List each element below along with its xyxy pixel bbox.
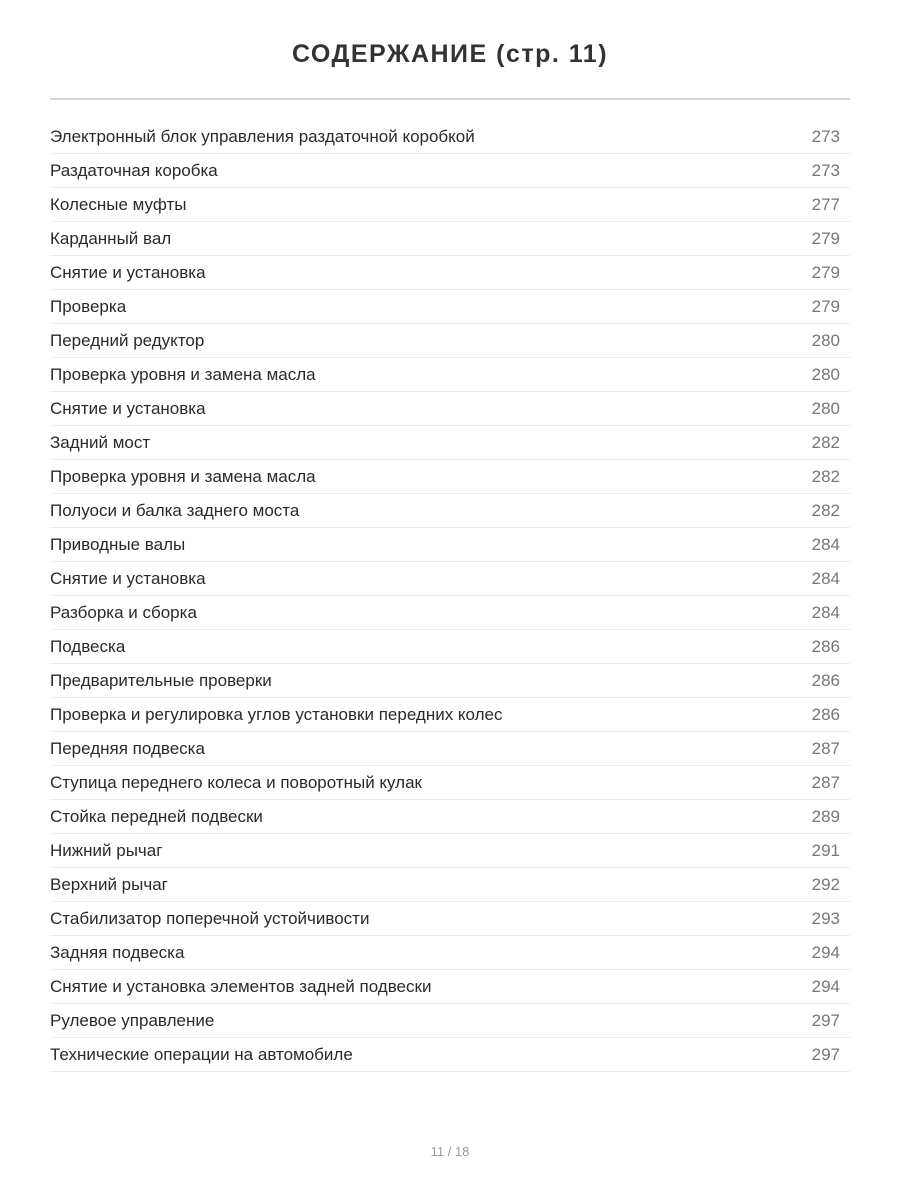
- toc-entry-page-number: 294: [811, 976, 840, 996]
- toc-entry-page-number: 291: [811, 840, 840, 860]
- toc-entry-page-number: 289: [811, 806, 840, 826]
- toc-entry[interactable]: [50, 358, 850, 392]
- toc-entry-title: Электронный блок управления раздаточной коробкой: [50, 126, 475, 146]
- toc-entry-page-number: 279: [811, 262, 840, 282]
- toc-entry[interactable]: [50, 970, 850, 1004]
- table-of-contents: [50, 120, 850, 1072]
- toc-entry[interactable]: [50, 902, 850, 936]
- toc-entry-page-number: 280: [811, 398, 840, 418]
- toc-entry[interactable]: [50, 494, 850, 528]
- toc-entry[interactable]: [50, 154, 850, 188]
- toc-entry[interactable]: [50, 392, 850, 426]
- toc-entry-page-number: 279: [811, 228, 840, 248]
- toc-entry[interactable]: [50, 936, 850, 970]
- toc-entry-page-number: 287: [811, 738, 840, 758]
- toc-entry-title: Проверка уровня и замена масла: [50, 364, 316, 384]
- toc-entry-page-number: 286: [811, 670, 840, 690]
- toc-entry[interactable]: [50, 732, 850, 766]
- toc-entry[interactable]: [50, 800, 850, 834]
- toc-entry-page-number: 284: [811, 568, 840, 588]
- toc-entry-page-number: 279: [811, 296, 840, 316]
- toc-entry-page-number: 286: [811, 636, 840, 656]
- toc-entry[interactable]: [50, 1038, 850, 1072]
- toc-entry[interactable]: [50, 188, 850, 222]
- toc-entry-title: Стойка передней подвески: [50, 806, 263, 826]
- toc-entry[interactable]: [50, 256, 850, 290]
- toc-entry-title: Разборка и сборка: [50, 602, 197, 622]
- toc-entry-title: Ступица переднего колеса и поворотный кулак: [50, 772, 422, 792]
- toc-entry-page-number: 282: [811, 500, 840, 520]
- toc-entry-title: Снятие и установка: [50, 262, 206, 282]
- toc-entry-page-number: 273: [811, 160, 840, 180]
- toc-entry-title: Предварительные проверки: [50, 670, 272, 690]
- toc-entry-title: Рулевое управление: [50, 1010, 215, 1030]
- toc-entry-page-number: 286: [811, 704, 840, 724]
- toc-entry-title: Нижний рычаг: [50, 840, 163, 860]
- toc-entry-title: Проверка уровня и замена масла: [50, 466, 316, 486]
- toc-entry[interactable]: [50, 290, 850, 324]
- toc-entry-page-number: 293: [811, 908, 840, 928]
- toc-entry-title: Передний редуктор: [50, 330, 205, 350]
- toc-entry-title: Полуоси и балка заднего моста: [50, 500, 300, 520]
- toc-entry-title: Верхний рычаг: [50, 874, 168, 894]
- toc-entry-page-number: 273: [811, 126, 840, 146]
- toc-entry-title: Раздаточная коробка: [50, 160, 218, 180]
- toc-entry-page-number: 277: [811, 194, 840, 214]
- toc-entry[interactable]: [50, 562, 850, 596]
- toc-entry[interactable]: [50, 324, 850, 358]
- toc-entry-title: Передняя подвеска: [50, 738, 205, 758]
- page-title: СОДЕРЖАНИЕ (стр. 11): [291, 40, 609, 68]
- toc-entry-title: Приводные валы: [50, 534, 186, 554]
- toc-entry-page-number: 287: [811, 772, 840, 792]
- toc-entry-title: Стабилизатор поперечной устойчивости: [50, 908, 370, 928]
- toc-entry-title: Колесные муфты: [50, 194, 187, 214]
- toc-entry[interactable]: [50, 426, 850, 460]
- toc-entry-page-number: 282: [811, 432, 840, 452]
- toc-entry-title: Карданный вал: [50, 228, 172, 248]
- toc-entry[interactable]: [50, 868, 850, 902]
- toc-entry-page-number: 284: [811, 534, 840, 554]
- toc-entry-page-number: 294: [811, 942, 840, 962]
- toc-entry[interactable]: [50, 222, 850, 256]
- toc-entry-title: Подвеска: [50, 636, 126, 656]
- toc-entry-page-number: 280: [811, 364, 840, 384]
- title-divider: [50, 98, 850, 100]
- toc-entry-page-number: 282: [811, 466, 840, 486]
- toc-entry-page-number: 297: [811, 1010, 840, 1030]
- toc-entry[interactable]: [50, 766, 850, 800]
- toc-entry[interactable]: [50, 698, 850, 732]
- toc-entry[interactable]: [50, 460, 850, 494]
- toc-entry[interactable]: [50, 1004, 850, 1038]
- toc-entry-page-number: 284: [811, 602, 840, 622]
- toc-entry[interactable]: [50, 120, 850, 154]
- toc-entry-title: Снятие и установка: [50, 398, 206, 418]
- toc-entry-title: Проверка: [50, 296, 127, 316]
- toc-entry-title: Проверка и регулировка углов установки передних колес: [50, 704, 503, 724]
- toc-entry-title: Задний мост: [50, 432, 151, 452]
- toc-entry-title: Задняя подвеска: [50, 942, 185, 962]
- page-indicator: 11 / 18: [430, 1144, 470, 1159]
- toc-entry[interactable]: [50, 596, 850, 630]
- toc-entry[interactable]: [50, 664, 850, 698]
- toc-entry-title: Снятие и установка: [50, 568, 206, 588]
- toc-entry-title: Технические операции на автомобиле: [50, 1044, 353, 1064]
- toc-entry-page-number: 297: [811, 1044, 840, 1064]
- toc-entry[interactable]: [50, 834, 850, 868]
- toc-entry[interactable]: [50, 630, 850, 664]
- toc-entry[interactable]: [50, 528, 850, 562]
- toc-entry-title: Снятие и установка элементов задней подвески: [50, 976, 432, 996]
- toc-entry-page-number: 292: [811, 874, 840, 894]
- toc-entry-page-number: 280: [811, 330, 840, 350]
